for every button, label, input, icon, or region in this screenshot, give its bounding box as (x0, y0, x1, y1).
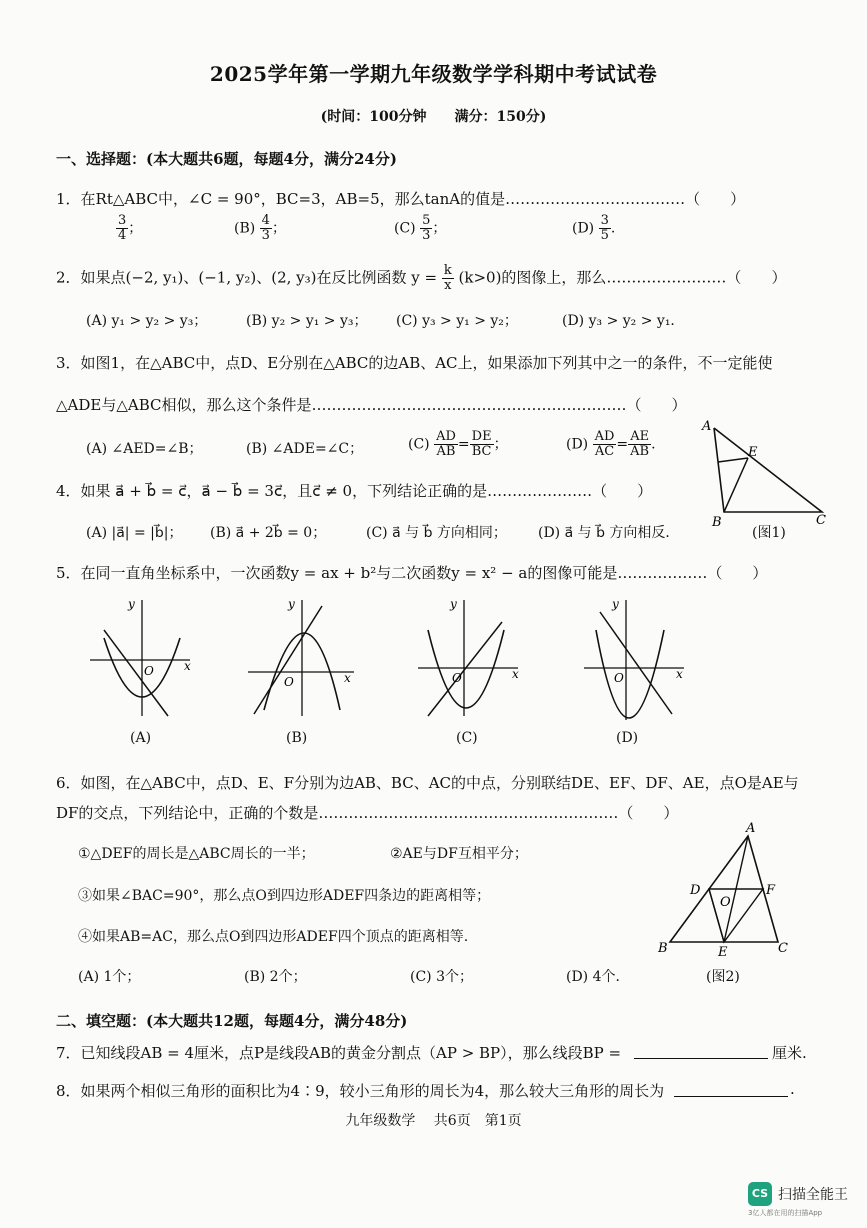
fig2-label-d: D (690, 883, 701, 898)
camscanner-logo-icon: CS (748, 1182, 772, 1206)
q5-stem: 5．在同一直角坐标系中，一次函数y = ax + b²与二次函数y = x² − a的图像可能是………………（ ） (56, 564, 768, 582)
figure-2-triangle (654, 822, 804, 962)
figure-2-caption: (图2) (706, 969, 740, 985)
fig2-label-e: E (718, 945, 728, 960)
q7-unit: 厘米. (772, 1044, 807, 1062)
q1-stem: 1．在Rt△ABC中，∠C = 90°，BC=3，AB=5，那么tanA的值是………………………………（ ） (56, 190, 746, 208)
axis-y-label: y (128, 597, 135, 611)
fig2-label-a: A (746, 821, 756, 836)
section-1-title: 一、选择题：(本大题共6题，每题4分，满分24分) (56, 150, 397, 168)
q2-option-c: (C) y₃ > y₁ > y₂； (396, 313, 518, 329)
axis-x-label: x (344, 671, 351, 685)
origin-label: O (452, 671, 462, 685)
q6-statement-3: ③如果∠BAC=90°，那么点O到四边形ADEF四条边的距离相等； (78, 888, 491, 904)
q6-statement-2: ②AE与DF互相平分； (390, 846, 528, 862)
axis-x-label: x (512, 667, 519, 681)
q5-graph-d-label: (D) (616, 730, 639, 746)
q5-graph-c-label: (C) (456, 730, 478, 746)
figure-1-caption: (图1) (752, 525, 786, 541)
fig2-label-b: B (658, 941, 668, 956)
q2-option-d: (D) y₃ > y₂ > y₁． (562, 313, 685, 329)
q1-option-c: (C) $\frac{5}{3}$ ； (394, 213, 447, 243)
axis-y-label: y (612, 597, 619, 611)
q4-stem: 4．如果 a⃗ + b⃗ = c⃗，a⃗ − b⃗ = 3c⃗，且c⃗ ≠ 0，下列结论正确的是…………………（ ） (56, 482, 653, 500)
q6-option-a: (A) 1个； (78, 969, 141, 985)
q6-statement-4: ④如果AB=AC，那么点O到四边形ADEF四个顶点的距离相等. (78, 929, 469, 945)
origin-label: O (284, 675, 294, 689)
q4-option-a: (A) |a⃗| = |b⃗|； (86, 525, 183, 541)
page-footer: 九年级数学 共6页 第1页 (345, 1113, 522, 1129)
axis-y-label: y (288, 597, 295, 611)
q5-graph-c (414, 596, 524, 721)
q6-stem-line2: DF的交点，下列结论中，正确的个数是……………………………………………………（ ） (56, 804, 679, 822)
q1-option-a: $\frac{3}{4}$ ； (118, 213, 143, 243)
q3-option-c: (C) $\frac{AD}{AB}$ = $\frac{DE}{BC}$ ； (408, 429, 508, 459)
q3-stem-line2: △ADE与△ABC相似，那么这个条件是………………………………………………………（ ） (56, 396, 687, 414)
q4-option-b: (B) a⃗ + 2b⃗ = 0； (210, 525, 327, 541)
watermark-app-name: 扫描全能王 (778, 1187, 848, 1203)
q6-option-b: (B) 2个； (244, 969, 307, 985)
origin-label: O (144, 664, 154, 678)
q2-option-a: (A) y₁ > y₂ > y₃； (86, 313, 208, 329)
q3-option-a: (A) ∠AED=∠B； (86, 441, 203, 457)
q1-option-b: (B) $\frac{4}{3}$ ； (234, 213, 286, 243)
q4-option-d: (D) a⃗ 与 b⃗ 方向相反． (538, 525, 680, 541)
fig2-label-o: O (720, 895, 731, 910)
q6-option-d: (D) 4个． (566, 969, 630, 985)
axis-x-label: x (676, 667, 683, 681)
q6-option-c: (C) 3个； (410, 969, 473, 985)
q2-stem: 2．如果点(−2, y₁)、(−1, y₂)、(2, y₃)在反比例函数 y = $\frac{k}{x}$ (k>0)的图像上，那么……………………（ ） (56, 263, 787, 293)
q6-stem-line1: 6．如图，在△ABC中，点D、E、F分别为边AB、BC、AC的中点，分别联结DE、EF、DF、AE，点O是AE与 (56, 774, 799, 792)
fig1-label-a: A (702, 419, 712, 434)
axis-y-label: y (450, 597, 457, 611)
q7-stem: 7．已知线段AB = 4厘米，点P是线段AB的黄金分割点（AP > BP），那么线段BP = (56, 1044, 622, 1062)
q3-stem-line1: 3．如图1，在△ABC中，点D、E分别在△ABC的边AB、AC上，如果添加下列其中之一的条件，不一定能使 (56, 354, 773, 372)
q4-option-c: (C) a⃗ 与 b⃗ 方向相同； (366, 525, 507, 541)
q1-option-d: (D) $\frac{3}{5}$ . (572, 213, 616, 243)
scanner-watermark (748, 1180, 858, 1220)
watermark-tagline: 3亿人都在用的扫描App (748, 1209, 823, 1217)
q5-graph-b-label: (B) (286, 730, 308, 746)
fig1-label-b: B (712, 515, 722, 530)
q3-option-b: (B) ∠ADE=∠C； (246, 441, 364, 457)
q6-statement-1: ①△DEF的周长是△ABC周长的一半； (78, 846, 315, 862)
q8-stem: 8．如果两个相似三角形的面积比为4∶9，较小三角形的周长为4，那么较大三角形的周长为 (56, 1082, 665, 1100)
q5-graph-d (580, 596, 690, 726)
q5-graph-a-label: (A) (130, 730, 152, 746)
q5-graph-b (244, 596, 359, 721)
page-title: 2025学年第一学期九年级数学学科期中考试试卷 (209, 62, 658, 86)
axis-x-label: x (184, 659, 191, 673)
q8-end: . (790, 1080, 795, 1098)
q3-option-d: (D) $\frac{AD}{AC}$ = $\frac{AE}{AB}$ . (566, 429, 656, 459)
section-2-title: 二、填空题：(本大题共12题，每题4分，满分48分) (56, 1012, 408, 1030)
fig2-label-f: F (766, 883, 776, 898)
fig2-label-c: C (778, 941, 788, 956)
q8-answer-blank[interactable] (674, 1080, 788, 1101)
q5-graph-a (86, 596, 196, 721)
fig1-label-c: C (816, 513, 826, 528)
exam-info: (时间：100分钟 满分：150分) (320, 109, 547, 125)
origin-label: O (614, 671, 624, 685)
q2-option-b: (B) y₂ > y₁ > y₃； (246, 313, 368, 329)
q7-answer-blank[interactable] (634, 1042, 768, 1063)
fig1-label-e: E (748, 445, 758, 460)
